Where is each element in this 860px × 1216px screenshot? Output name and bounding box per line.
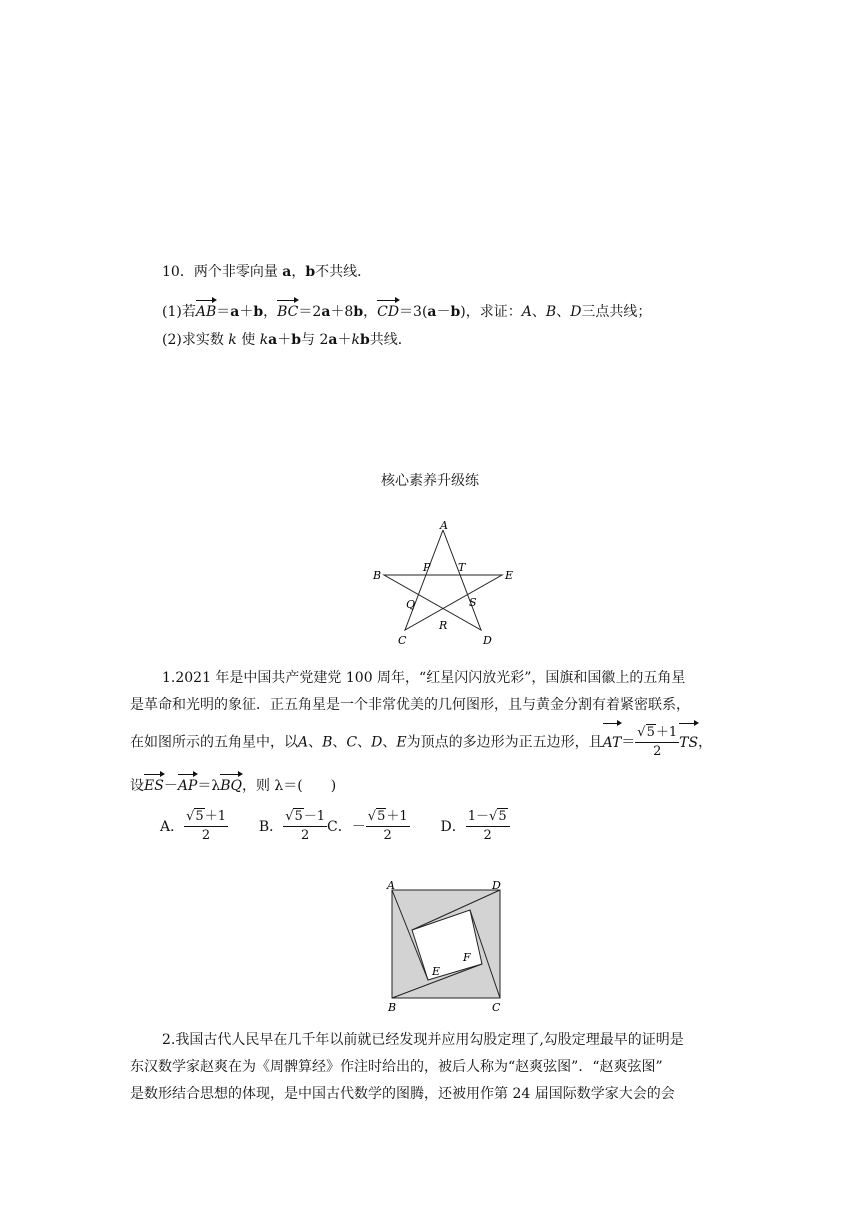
p2-mid1: 使 [241, 332, 256, 348]
frac-den: 2 [653, 744, 662, 759]
option-sign: － [351, 818, 366, 835]
vector-TS: TS [679, 725, 698, 761]
frac-num-rest: ＋1 [655, 725, 678, 740]
sqrt-radicand: 5 [377, 809, 386, 824]
vector-a: a [321, 304, 331, 320]
vector-AB: AB [195, 304, 217, 320]
q10-stem-line [162, 262, 371, 282]
q1-line2: 是革命和光明的象征．正五角星是一个非常优美的几何图形，且与黄金分割有着紧密联系， [130, 697, 690, 713]
p1-dun: 、 [556, 304, 571, 320]
star-label-E: E [505, 569, 514, 582]
option-A[interactable]: A． $\frac{√5+1}{2}$ [160, 809, 226, 843]
q1-line1: 1.2021 年是中国共产党建党 100 周年，“红星闪闪放光彩”，国旗和国徽上的五角星 [162, 670, 686, 686]
vector-a: a [230, 304, 240, 320]
option-label: C． [327, 818, 352, 835]
frac-num-rest: ＋1 [386, 809, 408, 824]
p1-eq3: ＝3( [399, 304, 428, 320]
vector-b: b [353, 304, 364, 320]
p2-plus: ＋ [277, 332, 292, 348]
q2-line1: 2.我国古代人民早在几千年以前就已经发现并应用勾股定理了,勾股定理最早的证明是 [162, 1032, 684, 1048]
q1-l4b: ，则 λ＝( ) [241, 778, 337, 794]
vector-BC: BC [277, 304, 299, 320]
square-label-E: E [432, 965, 441, 978]
vector-b: b [450, 304, 461, 320]
p1-eq2: ＝2 [298, 304, 322, 320]
frac-num-rest: －1 [303, 809, 326, 824]
point-A: A [521, 304, 532, 320]
vector-BQ: BQ [220, 778, 242, 794]
p2-end: 共线． [369, 332, 412, 348]
p2-plus2: ＋ [337, 332, 352, 348]
p1-prefix: (1)若 [162, 304, 196, 320]
q10-sep: ， [291, 264, 306, 280]
square-label-F: F [463, 951, 471, 964]
point-D: D [570, 304, 582, 320]
frac-num-rest: 1－ [467, 809, 490, 824]
p1-plus8: ＋8 [330, 304, 354, 320]
p1-end: 三点共线； [581, 304, 652, 320]
q10-tail: 不共线． [315, 264, 372, 280]
star-label-C: C [398, 634, 407, 647]
q1-l4a: 设 [130, 778, 144, 794]
square-label-D: D [492, 880, 501, 892]
vector-a: a [282, 264, 292, 280]
point-D: D [371, 734, 383, 751]
q10-part1-line [162, 302, 651, 322]
option-C[interactable]: C．－ $\frac{√5+1}{2}$ [327, 809, 408, 843]
section-title: 核心素养升级练 [381, 473, 479, 489]
p1-comma: ， [363, 304, 378, 320]
point-B: B [545, 304, 557, 320]
option-label: A． [160, 818, 185, 835]
p1-close: )，求证： [460, 304, 522, 320]
q2-line3: 是数形结合思想的体现，是中国古代数学的图腾，还被用作第 24 届国际数学家大会的会 [130, 1086, 675, 1102]
vector-a: a [427, 304, 437, 320]
vector-a: a [328, 332, 338, 348]
star-label-Q: Q [406, 598, 416, 611]
sqrt-radicand: 5 [294, 809, 303, 824]
sqrt-radicand: 5 [195, 809, 204, 824]
frac-den: 2 [483, 828, 492, 843]
q1-minus: － [163, 778, 178, 794]
option-D[interactable]: D． $\frac{1-√5}{2}$ [441, 819, 510, 835]
q1-options [160, 808, 510, 845]
sqrt-radicand: 5 [498, 809, 507, 824]
pentagram-lines [384, 530, 502, 630]
p1-minus: － [436, 304, 451, 320]
p2-mid2: 与 2 [301, 332, 329, 348]
vector-AT: AT [603, 725, 622, 761]
star-label-B: B [373, 569, 382, 582]
vector-a: a [268, 332, 278, 348]
point-C: C [346, 734, 358, 751]
square-label-C: C [492, 1001, 501, 1014]
p1-eq1: ＝ [216, 304, 231, 320]
frac-den: 2 [383, 828, 392, 843]
option-label: D． [440, 818, 466, 835]
p1-dun: 、 [531, 304, 546, 320]
vector-ES: ES [144, 778, 164, 794]
frac-den: 2 [300, 828, 310, 843]
sqrt-radicand: 5 [646, 725, 655, 740]
q1-l3a: 在如图所示的五角星中，以 [130, 734, 298, 751]
square-label-B: B [388, 1001, 397, 1014]
vector-b: b [359, 332, 370, 348]
q10-stem: 10．两个非零向量 [162, 264, 278, 280]
p1-plus: ＋ [239, 304, 254, 320]
golden-ratio-fraction: $\frac{√5+1}{2}$ [637, 725, 678, 759]
q2-line2: 东汉数学家赵爽在为《周髀算经》作注时给出的，被后人称为“赵爽弦图”．“赵爽弦图” [130, 1059, 663, 1075]
pentagram-figure [368, 518, 528, 658]
vector-b: b [291, 332, 302, 348]
option-label: B． [258, 818, 284, 835]
star-label-R: R [439, 619, 448, 632]
point-E: E [396, 734, 407, 751]
var-k: k [351, 332, 360, 348]
p1-comma: ， [263, 304, 278, 320]
star-label-D: D [483, 634, 492, 647]
var-k: k [259, 332, 269, 348]
star-label-A: A [440, 519, 448, 532]
q1-eq2: ＝λ [197, 778, 221, 794]
var-k: k [228, 332, 237, 348]
square-label-A: A [387, 880, 395, 892]
star-label-P: P [423, 561, 431, 574]
vector-CD: CD [377, 304, 400, 320]
star-label-T: T [458, 561, 466, 574]
vector-b: b [253, 304, 264, 320]
zhao-shuang-figure [380, 880, 520, 1020]
q1-eq: ＝ [621, 734, 636, 751]
point-B: B [322, 734, 333, 751]
star-label-S: S [469, 596, 477, 609]
q1-comma: ， [698, 734, 713, 751]
point-A: A [298, 734, 309, 751]
vector-b: b [305, 264, 316, 280]
q1-line4 [130, 776, 336, 796]
q1-l3b: 为顶点的多边形为正五边形，且 [406, 734, 603, 751]
q10-part2-line [162, 330, 412, 350]
vector-AP: AP [177, 778, 198, 794]
option-B[interactable]: B． $\frac{√5-1}{2}$ [258, 809, 326, 843]
frac-den: 2 [201, 828, 211, 843]
p2-prefix: (2)求实数 [162, 332, 224, 348]
q1-line3: 在如图所示的五角星中，以A、B、C、D、E为顶点的多边形为正五边形，且AT＝ $\frac{√5+1}{2}$ TS， [130, 725, 713, 759]
frac-num-rest: ＋1 [204, 809, 226, 824]
